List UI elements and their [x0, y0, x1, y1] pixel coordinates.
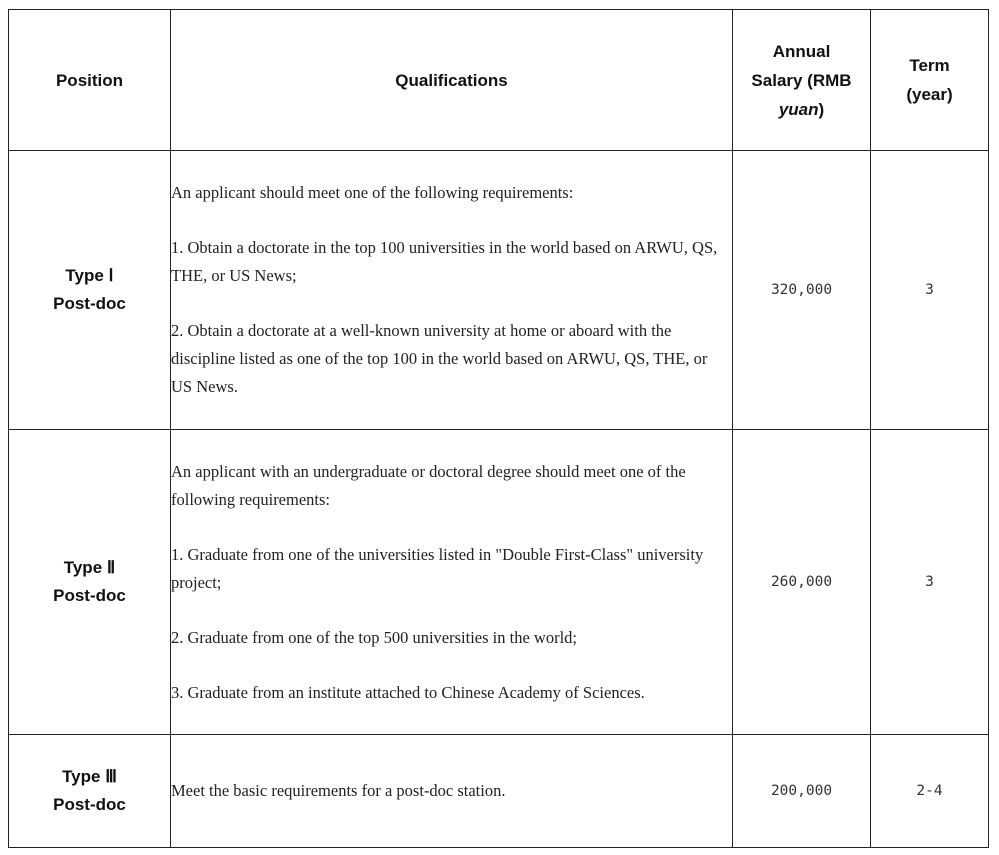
postdoc-salary-table — [8, 9, 989, 848]
header-term-line2: (year) — [906, 85, 953, 104]
salary-cell: 320,000 — [733, 151, 871, 430]
position-postdoc: Post-doc — [53, 586, 126, 605]
qualification-intro: An applicant should meet one of the following requirements: — [171, 183, 574, 202]
header-salary-line2: Salary (RMB — [751, 70, 852, 90]
qualification-item: 2. Graduate from one of the top 500 universities in the world; — [171, 627, 577, 647]
header-term-line1: Term — [909, 56, 950, 75]
header-annual-salary — [733, 10, 871, 151]
header-row — [9, 10, 989, 151]
header-salary-line1: Annual — [772, 41, 831, 61]
term-cell: 3 — [871, 430, 989, 735]
header-salary-yuan: yuan — [778, 99, 819, 119]
qualification-item: 1. Obtain a doctorate in the top 100 universities in the world based on ARWU, QS, THE, or US News; — [171, 238, 718, 285]
qualification-intro: An applicant with an undergraduate or doctoral degree should meet one of the following requirements: — [171, 461, 686, 509]
position-cell — [9, 735, 171, 848]
salary-cell: 260,000 — [733, 430, 871, 735]
position-cell — [9, 430, 171, 735]
qualification-item: Meet the basic requirements for a post-doc station. — [171, 781, 506, 800]
position-type: Type Ⅰ — [65, 266, 114, 285]
position-cell — [9, 151, 171, 430]
table-row-type-1 — [9, 151, 989, 430]
qualification-item: 3. Graduate from an institute attached to Chinese Academy of Sciences. — [171, 682, 645, 702]
term-cell: 3 — [871, 151, 989, 430]
header-salary-close: ) — [818, 99, 825, 119]
header-qualifications: Qualifications — [171, 10, 733, 151]
position-type: Type Ⅱ — [63, 558, 116, 577]
qualifications-cell — [171, 151, 733, 430]
term-cell: 2-4 — [871, 735, 989, 848]
qualifications-cell — [171, 735, 733, 848]
position-type: Type Ⅲ — [62, 767, 117, 786]
table-row-type-2 — [9, 430, 989, 735]
position-postdoc: Post-doc — [53, 294, 126, 313]
qualification-item: 1. Graduate from one of the universities listed in "Double First-Class" university project; — [171, 544, 704, 592]
header-term — [871, 10, 989, 151]
salary-cell: 200,000 — [733, 735, 871, 848]
table-row-type-3 — [9, 735, 989, 848]
qualification-item: 2. Obtain a doctorate at a well-known university at home or aboard with the discipline listed as one of the top 100 in the world based on ARWU, QS, THE, or US News. — [171, 321, 708, 396]
position-postdoc: Post-doc — [53, 795, 126, 814]
header-salary-line3 — [733, 95, 870, 124]
header-position: Position — [9, 10, 171, 151]
qualifications-cell — [171, 430, 733, 735]
